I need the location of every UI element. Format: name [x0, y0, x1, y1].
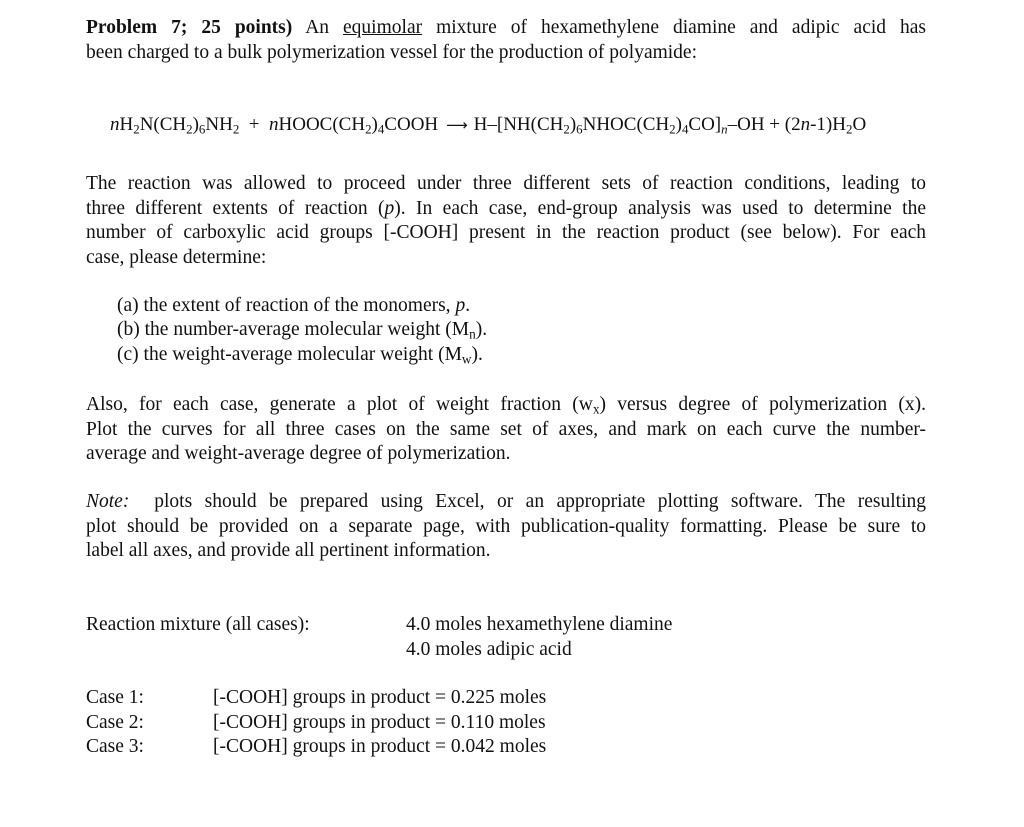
case-2-label: Case 2: [86, 712, 144, 733]
problem-title: Problem 7; 25 points) [86, 17, 293, 38]
intro-line-2: been charged to a bulk polymerization vessel for the production of polyamide: [86, 41, 698, 63]
case-1-text: [-COOH] groups in product = 0.225 moles [213, 687, 547, 708]
case-3-label: Case 3: [86, 736, 144, 757]
item-a: (a) the extent of reaction of the monomers, p. [117, 295, 471, 316]
reaction-arrow-icon: ⟶ [446, 116, 468, 134]
conditions-paragraph: The reaction was allowed to proceed under three different sets of reaction conditions, leading to three different extents of reaction (p). In each case, end-group analysis was used to determine the number of carboxylic acid groups [-COOH] present in the reaction product (see below). For each case, please determine: [86, 173, 926, 268]
note-paragraph: Note: plots should be prepared using Excel, or an appropriate plotting software. The resulting plot should be provided on a separate page, with publication-quality formatting. Please be sure to label all axes, and provide all pertinent information. [86, 491, 926, 561]
mixture-label: Reaction mixture (all cases): [86, 614, 310, 635]
note-label: Note: [86, 491, 130, 512]
intro-line-1: Problem 7; 25 points) An equimolar mixture of hexamethylene diamine and adipic acid has [86, 17, 927, 38]
reaction-equation: $nH_2N(CH_2)_6NH_2$ + $nHOOC(CH_2)_4COOH$ ⟶ $H-[NH(CH_2)_6NHOC(CH_2)_4CO]_n-OH + (2n-1)H_2O$ [110, 114, 867, 137]
case-2-text: [-COOH] groups in product = 0.110 moles [213, 712, 546, 733]
item-c: (c) the weight-average molecular weight $(M_w)$. [117, 344, 483, 367]
case-1-label: Case 1: [86, 687, 144, 708]
mixture-line-1: 4.0 moles hexamethylene diamine [406, 614, 673, 635]
intro-paragraph [86, 16, 926, 65]
plot-instructions-paragraph: Also, for each case, generate a plot of weight fraction $(w_x)$ versus degree of polymerization (x). Plot the curves for all three cases on the same set of axes, and mark on each curve the number- average and weight-average degree of polymerization. [86, 394, 926, 464]
item-b: (b) the number-average molecular weight $(M_n)$. [117, 319, 488, 342]
mixture-line-2: 4.0 moles adipic acid [406, 639, 572, 660]
equimolar-underlined: equimolar [343, 17, 423, 38]
case-3-text: [-COOH] groups in product = 0.042 moles [213, 736, 547, 757]
